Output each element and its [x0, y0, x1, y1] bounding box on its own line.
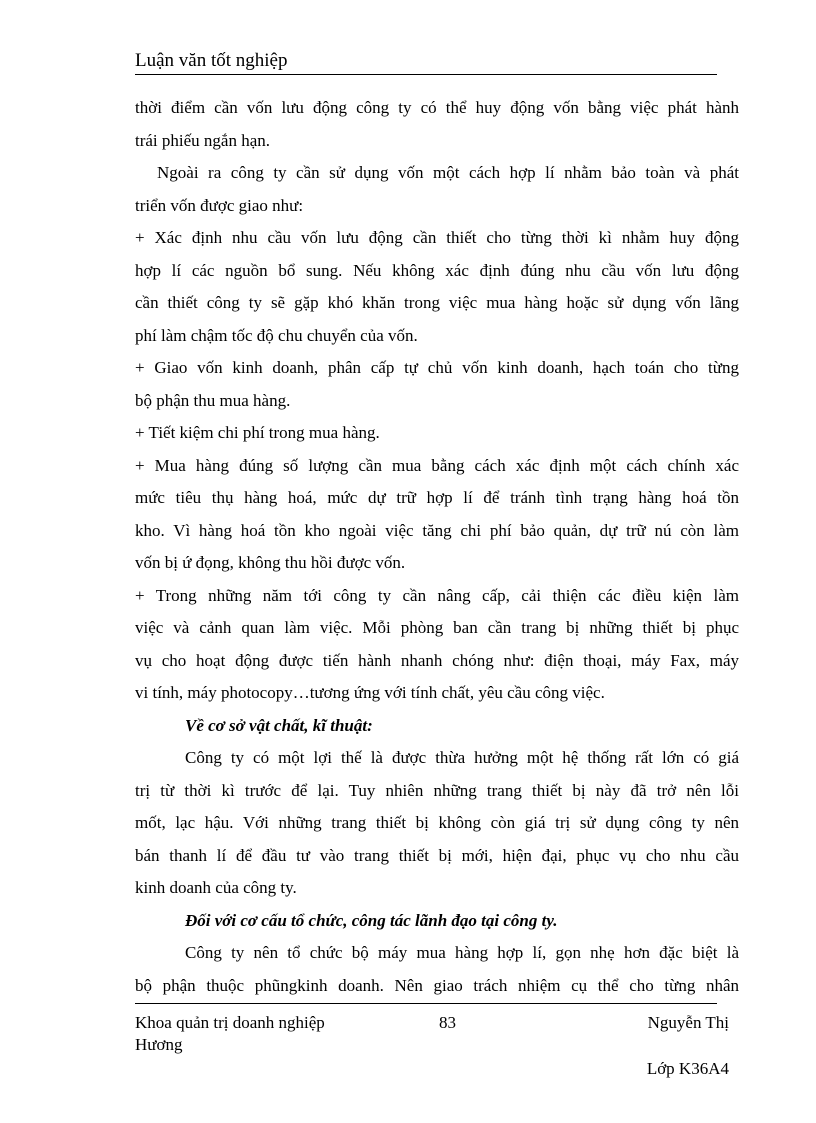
footer-class: Lớp K36A4	[646, 1059, 729, 1078]
text-line: + Xác định nhu cầu vốn lưu động cần thiết cho từng thời kì nhằm huy động	[135, 228, 739, 247]
text-line: kinh doanh của công ty.	[135, 878, 297, 897]
text-line: + Tiết kiệm chi phí trong mua hàng.	[135, 423, 380, 442]
text-line: Ngoài ra công ty cần sử dụng vốn một cách hợp lí nhằm bảo toàn và phát	[157, 163, 739, 182]
text-line: vi tính, máy photocopy…tương ứng với tính chất, yêu cầu công việc.	[135, 683, 605, 702]
text-line: vụ cho hoạt động được tiến hành nhanh chóng như: điện thoại, máy Fax, máy	[135, 650, 739, 670]
text-line: bán thanh lí để đầu tư vào trang thiết bị mới, hiện đại, phục vụ cho nhu cầu	[135, 845, 739, 865]
text-line: + Mua hàng đúng số lượng cần mua bằng cách xác định một cách chính xác	[135, 455, 739, 475]
text-line: bộ phận thu mua hàng.	[135, 390, 291, 410]
footer-faculty: Khoa quản trị doanh nghiệp	[135, 1013, 325, 1032]
text-line: hợp lí các nguồn bổ sung. Nếu không xác định đúng nhu cầu vốn lưu động	[135, 260, 739, 280]
page-number: 83	[439, 1013, 456, 1032]
text-line: Công ty nên tổ chức bộ máy mua hàng hợp lí, gọn nhẹ hơn đặc biệt là	[185, 943, 739, 962]
text-line: vốn bị ứ đọng, không thu hồi được vốn.	[135, 553, 406, 572]
text-line: thời điểm cần vốn lưu động công ty có thể huy động vốn bằng việc phát hành	[135, 98, 739, 117]
section-heading: Đối với cơ cấu tổ chức, công tác lãnh đạo tại công ty.	[185, 910, 558, 930]
text-line: Công ty có một lợi thế là được thừa hưởng một hệ thống rất lớn có giá	[185, 748, 739, 767]
text-line: mức tiêu thụ hàng hoá, mức dự trữ hợp lí để tránh tình trạng hàng hoá tồn	[135, 488, 739, 507]
text-line: việc và cảnh quan làm việc. Mỗi phòng ban cần trang bị những thiết bị phục	[135, 618, 739, 637]
text-line: + Giao vốn kinh doanh, phân cấp tự chủ vốn kinh doanh, hạch toán cho từng	[135, 358, 739, 377]
text-line: cần thiết công ty sẽ gặp khó khăn trong việc mua hàng hoặc sử dụng vốn lãng	[135, 293, 739, 312]
text-line: triển vốn được giao như:	[135, 195, 304, 215]
text-line: mốt, lạc hậu. Với những trang thiết bị không còn giá trị sử dụng công ty nên	[135, 813, 739, 832]
text-line: + Trong những năm tới công ty cần nâng cấp, cải thiện các điều kiện làm	[135, 585, 739, 605]
body-text	[135, 92, 739, 1002]
header-title: Luận văn tốt nghiệp	[135, 50, 288, 71]
footer-author-continued: Hương	[135, 1035, 183, 1054]
text-line: phí làm chậm tốc độ chu chuyển của vốn.	[135, 325, 418, 345]
footer-author: Nguyễn Thị	[647, 1013, 729, 1032]
text-line: trái phiếu ngắn hạn.	[135, 130, 271, 150]
text-line: bộ phận thuộc phũngkinh doanh. Nên giao trách nhiệm cụ thể cho từng nhân	[135, 975, 739, 995]
section-heading: Về cơ sở vật chất, kĩ thuật:	[185, 715, 373, 735]
text-line: trị từ thời kì trước để lại. Tuy nhiên những trang thiết bị này đã trở nên lỗi	[135, 780, 739, 800]
footer-divider	[135, 1003, 717, 1004]
page-header	[135, 48, 717, 75]
text-line: kho. Vì hàng hoá tồn kho ngoài việc tăng chi phí bảo quản, dự trữ nú còn làm	[135, 520, 739, 540]
